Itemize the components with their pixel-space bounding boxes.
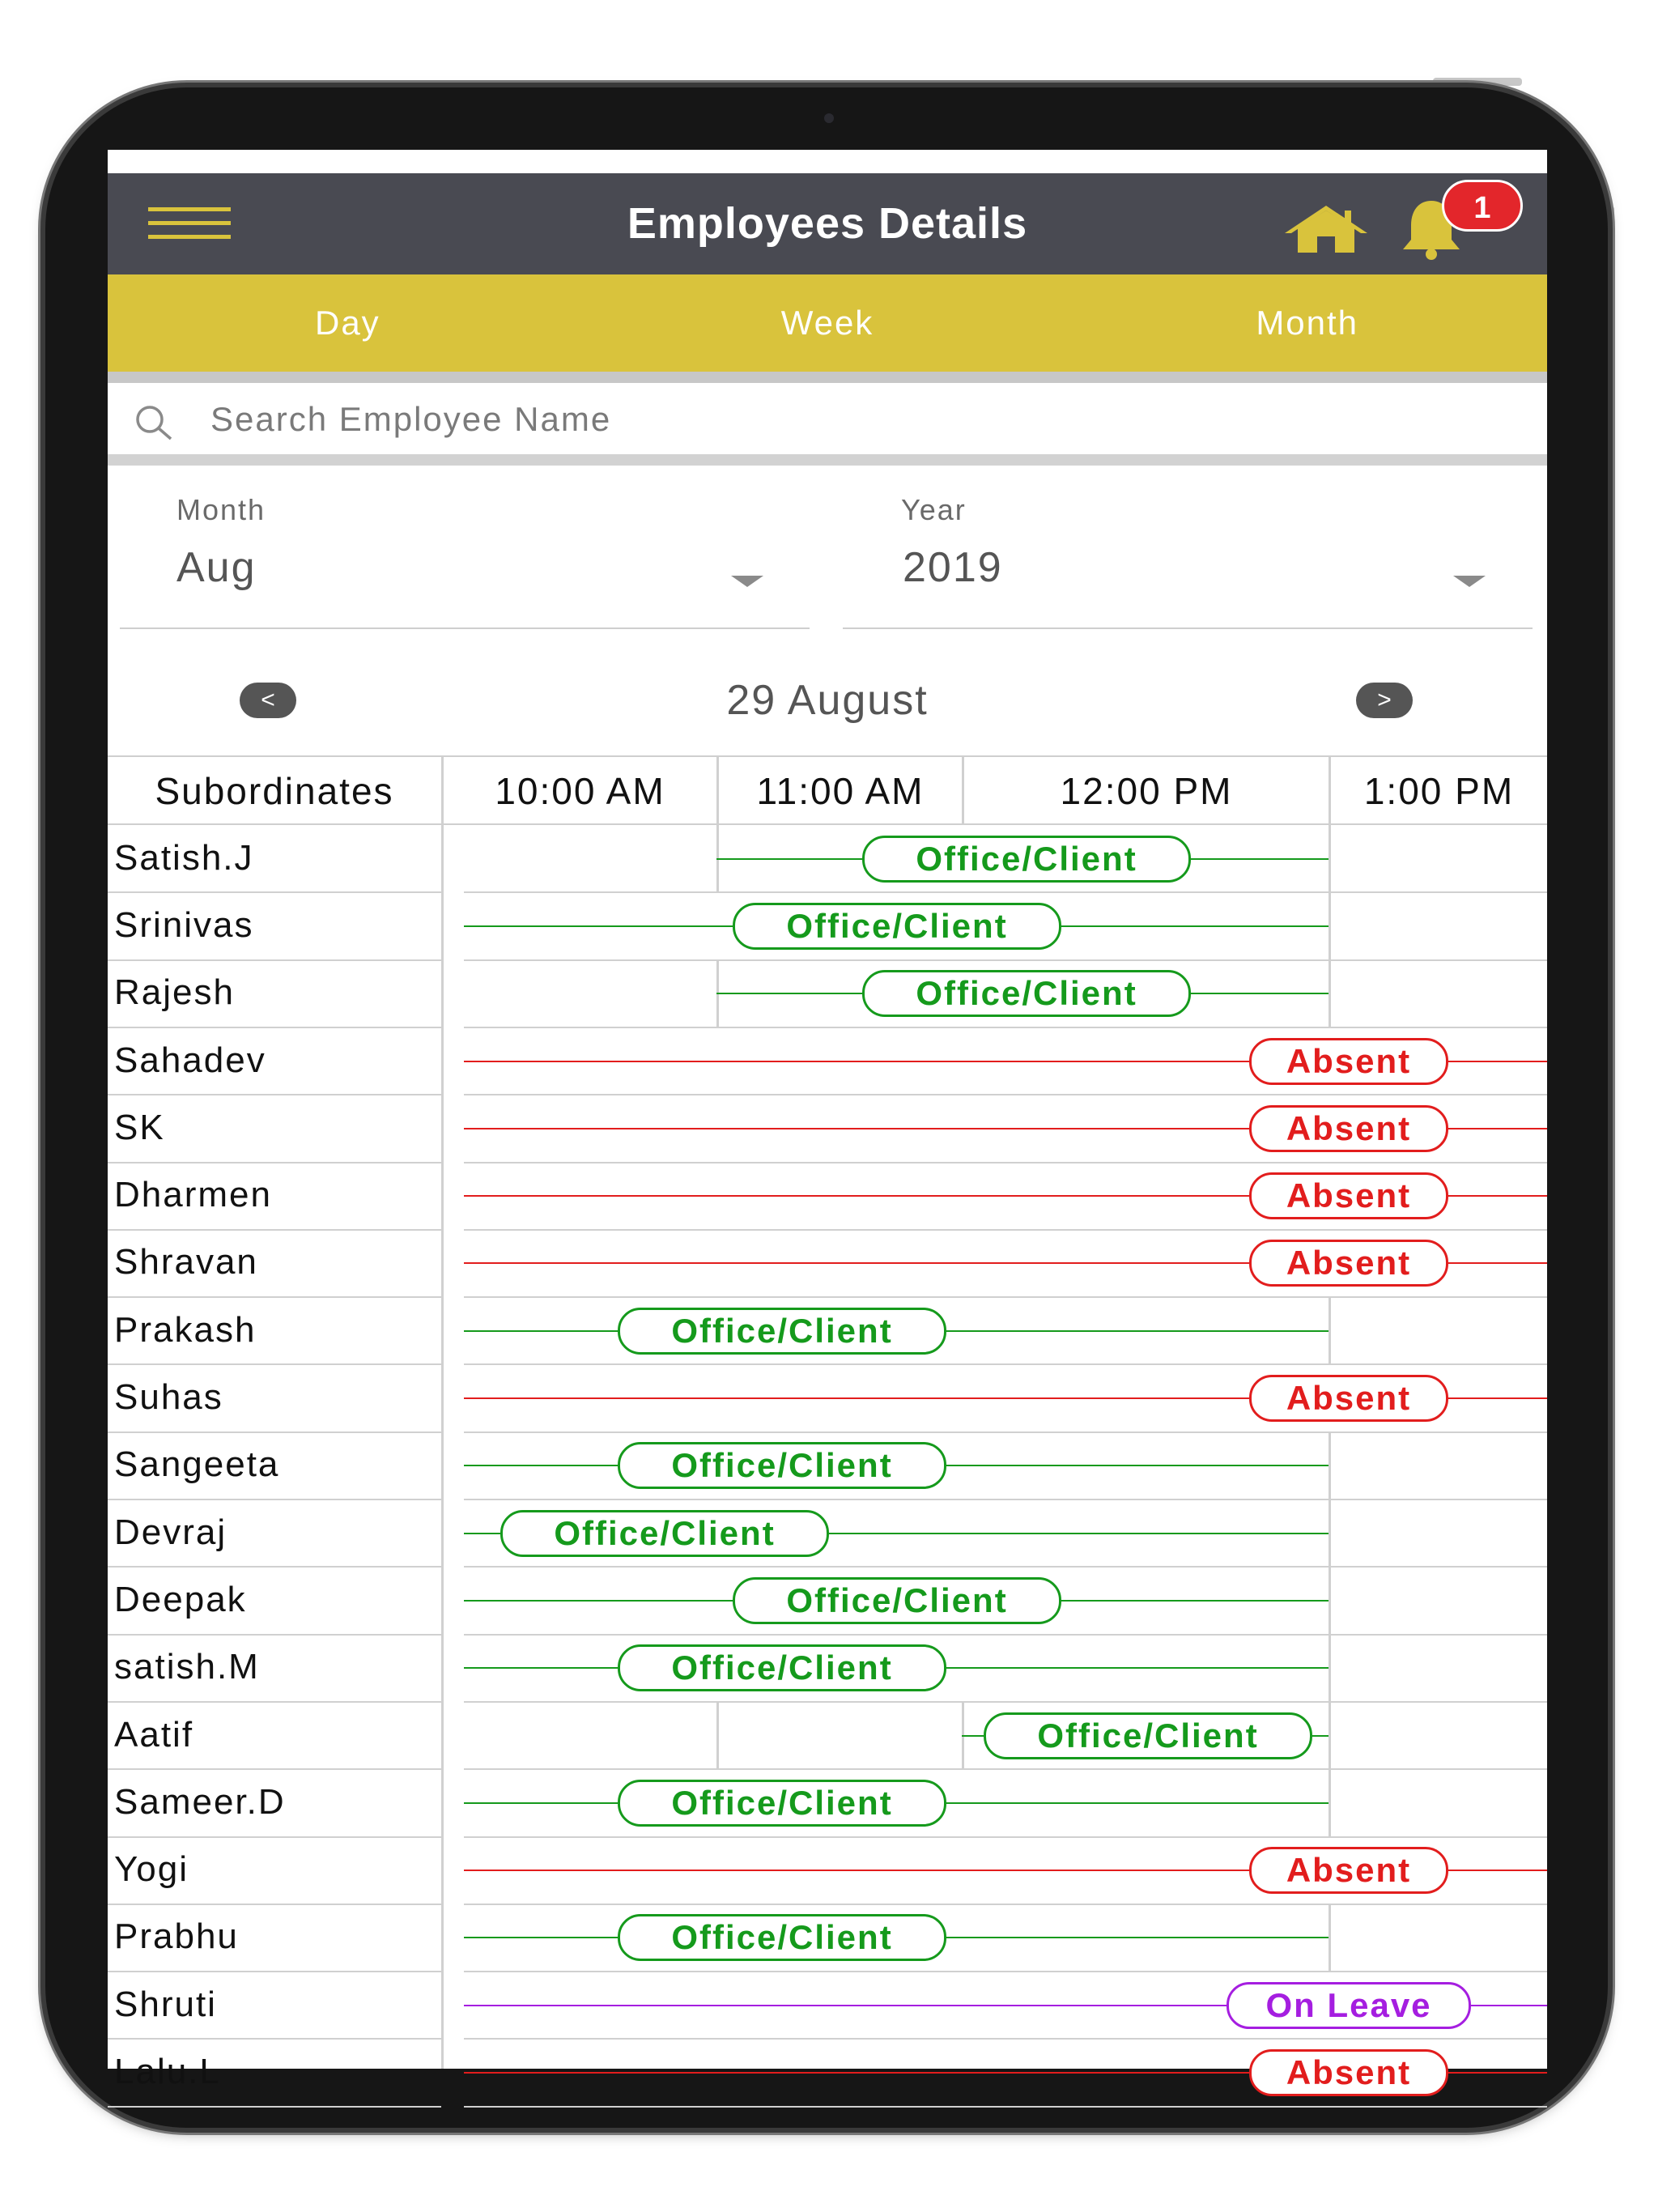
column-divider (1329, 757, 1331, 825)
row-divider (464, 1566, 1547, 1568)
row-divider (464, 1499, 1547, 1500)
timeline-end-marker (1329, 1904, 1331, 1972)
timeline-end-marker (1329, 1769, 1331, 1836)
row-divider (464, 1634, 1547, 1636)
row-divider (108, 2106, 441, 2108)
month-select-value[interactable]: Aug (176, 544, 257, 591)
prev-day-button[interactable]: < (240, 683, 296, 718)
row-divider (464, 1971, 1547, 1972)
next-day-button[interactable]: > (1356, 683, 1413, 718)
row-divider (108, 2038, 441, 2040)
employee-name[interactable]: SK (114, 1107, 165, 1147)
timeline-end-marker (1329, 960, 1331, 1027)
employee-name[interactable]: Shravan (114, 1242, 258, 1283)
device-side-button (1608, 271, 1614, 320)
employee-name[interactable]: Sangeeta (114, 1444, 280, 1485)
timeline-end-marker (1329, 1567, 1331, 1634)
column-header-12pm: 12:00 PM (1060, 770, 1233, 812)
row-divider (464, 2106, 1547, 2108)
month-dropdown-arrow-icon[interactable] (731, 576, 763, 587)
status-badge[interactable]: Office/Client (500, 1510, 829, 1557)
timeline-end-marker (1329, 892, 1331, 959)
row-divider (464, 1363, 1547, 1365)
status-badge[interactable]: Absent (1249, 2049, 1448, 2096)
employee-name[interactable]: Dharmen (114, 1175, 272, 1215)
tab-day[interactable]: Day (314, 304, 380, 342)
period-tabs (108, 274, 1547, 383)
employee-name[interactable]: Satish.J (114, 837, 254, 878)
employee-name[interactable]: Rajesh (114, 972, 235, 1013)
row-divider (108, 1094, 441, 1095)
status-badge[interactable]: On Leave (1226, 1982, 1471, 2029)
device-side-button (1608, 206, 1614, 255)
row-divider (464, 1768, 1547, 1770)
year-label: Year (901, 493, 967, 526)
row-divider (108, 1162, 441, 1163)
row-divider (108, 1634, 441, 1636)
search-bar (108, 386, 1547, 466)
home-icon[interactable] (1282, 204, 1371, 254)
status-badge[interactable]: Absent (1249, 1375, 1448, 1422)
employee-name[interactable]: Aatif (114, 1714, 194, 1755)
status-badge[interactable]: Absent (1249, 1105, 1448, 1152)
device-top-button (1433, 78, 1522, 86)
column-header-1pm: 1:00 PM (1363, 770, 1515, 812)
employee-name[interactable]: Srinivas (114, 904, 254, 945)
status-badge[interactable]: Office/Client (618, 1644, 946, 1691)
row-divider (464, 1162, 1547, 1163)
status-badge[interactable]: Absent (1249, 1847, 1448, 1894)
status-badge[interactable]: Office/Client (862, 836, 1191, 883)
row-divider (464, 959, 1547, 961)
header-bottom-border (108, 823, 1547, 825)
row-divider (464, 891, 1547, 893)
employee-name[interactable]: Shruti (114, 1984, 217, 2024)
employee-name[interactable]: Suhas (114, 1377, 223, 1418)
employee-name[interactable]: Deepak (114, 1579, 247, 1619)
column-header-11am: 11:00 AM (756, 770, 925, 812)
employee-name[interactable]: Sameer.D (114, 1781, 286, 1822)
employee-name[interactable]: Devraj (114, 1512, 227, 1552)
timeline-end-marker (1329, 825, 1331, 892)
page-title: Employees Details (627, 199, 1028, 248)
employee-name[interactable]: Yogi (114, 1849, 189, 1890)
employee-name[interactable]: Lalu.L (114, 2052, 221, 2092)
status-badge[interactable]: Absent (1249, 1240, 1448, 1287)
row-divider (464, 1904, 1547, 1905)
row-divider (108, 1027, 441, 1028)
row-divider (108, 1363, 441, 1365)
column-divider (716, 757, 719, 825)
timeline-end-marker (1329, 1432, 1331, 1499)
timeline-end-marker (1329, 1499, 1331, 1567)
status-badge[interactable]: Office/Client (984, 1712, 1312, 1759)
table-top-border (108, 755, 1547, 757)
employee-name[interactable]: Sahadev (114, 1040, 266, 1080)
status-badge[interactable]: Office/Client (862, 970, 1191, 1017)
row-divider (464, 1027, 1547, 1028)
row-divider (464, 1836, 1547, 1838)
year-select-underline (843, 627, 1533, 629)
row-divider (108, 1904, 441, 1905)
row-divider (108, 1229, 441, 1231)
search-icon (132, 402, 177, 441)
timeline-end-marker (1329, 1702, 1331, 1769)
row-divider (108, 891, 441, 893)
camera (824, 113, 834, 123)
column-divider (962, 757, 964, 825)
timeline-end-marker (1329, 1635, 1331, 1702)
month-select-underline (120, 627, 810, 629)
employee-name[interactable]: Prakash (114, 1309, 257, 1350)
status-badge[interactable]: Office/Client (618, 1442, 946, 1489)
row-divider (464, 1094, 1547, 1095)
app-screen (108, 150, 1547, 2092)
status-badge[interactable]: Office/Client (733, 903, 1061, 950)
app-header (108, 173, 1547, 274)
column-header-10am: 10:00 AM (495, 770, 665, 812)
tab-month[interactable]: Month (1256, 304, 1359, 342)
row-divider (108, 959, 441, 961)
row-divider (108, 1701, 441, 1703)
row-divider (464, 1296, 1547, 1298)
employee-name[interactable]: satish.M (114, 1647, 260, 1687)
status-badge[interactable]: Office/Client (618, 1308, 946, 1355)
row-divider (108, 1431, 441, 1433)
name-column-divider (441, 757, 444, 2069)
status-badge[interactable]: Office/Client (618, 1780, 946, 1827)
column-header-subordinates: Subordinates (155, 770, 394, 812)
timeline-end-marker (1329, 1297, 1331, 1364)
status-badge[interactable]: Office/Client (618, 1914, 946, 1961)
hamburger-menu-icon[interactable] (148, 207, 231, 240)
notification-badge[interactable]: 1 (1442, 180, 1523, 232)
row-divider (108, 1566, 441, 1568)
row-divider (108, 1499, 441, 1500)
search-input[interactable] (209, 393, 1507, 446)
employee-name[interactable]: Prabhu (114, 1916, 239, 1957)
status-badge[interactable]: Absent (1249, 1172, 1448, 1219)
row-divider (464, 2038, 1547, 2040)
month-label: Month (176, 493, 266, 526)
status-badge[interactable]: Office/Client (733, 1577, 1061, 1624)
tab-week[interactable]: Week (780, 304, 874, 342)
year-select-value[interactable]: 2019 (903, 544, 1003, 591)
current-date: 29 August (726, 677, 929, 724)
status-badge[interactable]: Absent (1249, 1038, 1448, 1085)
row-divider (464, 1701, 1547, 1703)
row-divider (108, 1768, 441, 1770)
row-divider (108, 1836, 441, 1838)
year-dropdown-arrow-icon[interactable] (1453, 576, 1486, 587)
row-divider (464, 1229, 1547, 1231)
row-divider (108, 1296, 441, 1298)
row-divider (464, 1431, 1547, 1433)
row-divider (108, 1971, 441, 1972)
timeline-start-marker (716, 1702, 719, 1769)
